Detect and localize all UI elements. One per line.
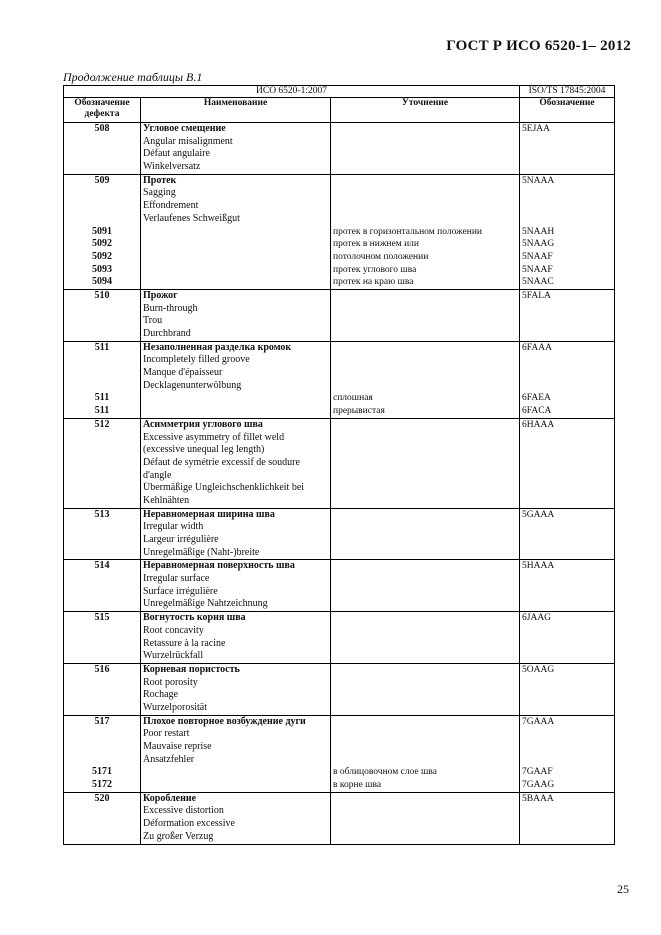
defect-name-line: Rochage	[143, 689, 178, 701]
defect-name-line: Déformation excessive	[143, 818, 235, 830]
designation-code: 6JAAG	[522, 613, 552, 624]
defect-code: 520	[94, 792, 110, 804]
specification-cell	[331, 560, 520, 612]
defect-code: 508	[94, 123, 110, 134]
column-header-designation: Обозначение	[520, 98, 615, 123]
defect-name-line: Retassure à la racine	[143, 637, 226, 649]
specification-line	[333, 367, 517, 380]
designation-code: 5NAAC	[522, 277, 554, 288]
defect-row	[64, 792, 615, 844]
designation-cell	[520, 174, 615, 289]
defect-name-line: Excessive asymmetry of fillet weld	[143, 431, 285, 443]
specification-line	[333, 716, 517, 729]
defect-name-line: Burn-through	[143, 302, 198, 314]
defect-name-line: Excessive distortion	[143, 805, 224, 817]
defect-code-cell	[64, 341, 141, 418]
defect-code-cell	[64, 663, 141, 715]
designation-cell	[520, 341, 615, 418]
defect-code: 512	[94, 418, 110, 430]
defect-name-line: Poor restart	[143, 728, 190, 740]
defect-name-line: Sagging	[143, 187, 176, 199]
defect-name-ru: Прожог	[143, 289, 178, 301]
standard-row	[64, 86, 615, 98]
defect-name-ru: Асимметрия углового шва	[143, 418, 263, 430]
defect-code: 515	[94, 612, 110, 624]
document-header: ГОСТ Р ИСО 6520-1– 2012	[446, 38, 631, 54]
designation-code: 6HAAA	[522, 419, 555, 430]
designation-code: 7GAAF	[522, 767, 553, 778]
designation-code	[522, 354, 612, 367]
defect-row	[64, 418, 615, 508]
designation-code: 5GAAA	[522, 509, 555, 520]
defect-name-ru: Вогнутость корня шва	[143, 612, 246, 624]
designation-cell	[520, 560, 615, 612]
standard-iso-6520: ИСО 6520-1:2007	[64, 86, 520, 98]
specification-cell	[331, 508, 520, 560]
defect-row	[64, 341, 615, 418]
defect-name-line: Kehlnähten	[143, 494, 190, 506]
defect-name-line: Verlaufenes Schweißgut	[143, 212, 240, 224]
defect-name-cell	[141, 174, 331, 289]
specification-line: протек в нижнем или	[333, 239, 420, 250]
designation-code	[522, 213, 612, 226]
defect-row	[64, 123, 615, 175]
defect-name-ru: Неравномерная поверхность шва	[143, 560, 295, 572]
defect-name-ru: Угловое смещение	[143, 123, 226, 134]
designation-code: 5NAAF	[522, 264, 553, 275]
designation-code: 5EJAA	[522, 124, 550, 134]
specification-line: в корне шва	[333, 780, 382, 791]
defect-name-cell	[141, 341, 331, 418]
specification-line: прерывистая	[333, 406, 385, 417]
defect-code: 5171	[92, 766, 112, 778]
specification-cell	[331, 612, 520, 664]
defect-name-line: Decklagenunterwölbung	[143, 379, 242, 391]
designation-cell	[520, 508, 615, 560]
defect-code: 5092	[92, 250, 112, 262]
defect-code: 5094	[92, 276, 112, 288]
specification-cell	[331, 289, 520, 341]
defect-name-line: Manque d'épaisseur	[143, 367, 223, 379]
defect-name-line: Mauvaise reprise	[143, 741, 212, 752]
designation-code: 5BAAA	[522, 793, 554, 804]
defect-name-cell	[141, 123, 331, 175]
defect-code: 514	[94, 560, 110, 572]
specification-cell	[331, 341, 520, 418]
specification-cell	[331, 792, 520, 844]
defect-code-cell	[64, 174, 141, 289]
designation-code	[522, 728, 612, 741]
designation-cell	[520, 792, 615, 844]
designation-code	[522, 367, 612, 380]
defect-code-cell	[64, 508, 141, 560]
designation-cell	[520, 612, 615, 664]
specification-line	[333, 213, 517, 226]
column-header-name: Наименование	[141, 98, 331, 123]
designation-cell	[520, 715, 615, 792]
specification-cell	[331, 123, 520, 175]
defect-code-cell	[64, 289, 141, 341]
designation-code: 5OAAG	[522, 664, 555, 675]
defect-code: 5093	[92, 263, 112, 275]
designation-code	[522, 187, 612, 200]
defect-name-ru: Незаполненная разделка кромок	[143, 341, 292, 353]
specification-line	[333, 342, 517, 355]
defect-code-cell	[64, 418, 141, 508]
designation-code	[522, 754, 612, 767]
defect-row	[64, 715, 615, 792]
defect-name-line: Angular misalignment	[143, 135, 233, 147]
specification-line: протек углового шва	[333, 264, 417, 275]
header-row	[64, 98, 615, 123]
defect-code: 5092	[92, 238, 112, 250]
defect-name-line: Défaut de symétrie excessif de soudure	[143, 456, 300, 468]
defect-name-ru: Коробление	[143, 792, 197, 804]
specification-line: протек на краю шва	[333, 277, 414, 288]
designation-code: 5NAAA	[522, 175, 555, 186]
defect-name-ru: Неравномерная ширина шва	[143, 508, 275, 520]
defect-row	[64, 663, 615, 715]
designation-code	[522, 380, 612, 393]
designation-cell	[520, 418, 615, 508]
specification-cell	[331, 174, 520, 289]
defect-code: 517	[94, 715, 110, 727]
defect-name-cell	[141, 612, 331, 664]
defect-code	[66, 380, 138, 393]
defect-code: 511	[94, 405, 110, 417]
defect-name-ru: Протек	[143, 174, 177, 186]
designation-code: 6FACA	[522, 406, 552, 417]
defect-name-line: Irregular width	[143, 521, 204, 533]
defect-name-line: Root porosity	[143, 676, 198, 688]
defect-code-cell	[64, 715, 141, 792]
defect-name-line: Surface irrégulière	[143, 585, 218, 597]
specification-cell	[331, 663, 520, 715]
defect-code: 516	[94, 663, 110, 675]
designation-code	[522, 741, 612, 754]
defect-code	[66, 741, 138, 754]
specification-line	[333, 741, 517, 754]
specification-line	[333, 754, 517, 767]
defect-code	[66, 354, 138, 367]
column-header-specification: Уточнение	[331, 98, 520, 123]
designation-code: 5NAAF	[522, 251, 553, 262]
specification-line	[333, 380, 517, 393]
defect-name-line: Wurzelporosität	[143, 701, 208, 713]
defect-code: 511	[94, 392, 110, 404]
defect-name-line: Trou	[143, 315, 163, 327]
defect-name-line: (excessive unequal leg length)	[143, 444, 265, 456]
defect-name-line: Wurzelrückfall	[143, 650, 204, 662]
defect-row	[64, 612, 615, 664]
defect-name-ru: Корневая пористость	[143, 663, 240, 675]
specification-line: сплошная	[333, 393, 373, 404]
defect-code	[66, 187, 138, 200]
defect-name-line: Ansatzfehler	[143, 753, 195, 765]
specification-line	[333, 728, 517, 741]
defect-code	[66, 728, 138, 741]
defect-name-cell	[141, 663, 331, 715]
defect-name-line: Durchbrand	[143, 328, 191, 339]
defect-code: 510	[94, 289, 110, 301]
defect-row	[64, 289, 615, 341]
column-header-code: Обозначение дефекта	[64, 98, 141, 123]
defect-name-cell	[141, 792, 331, 844]
defect-name-cell	[141, 289, 331, 341]
defect-name-line: Root concavity	[143, 624, 204, 636]
specification-line	[333, 354, 517, 367]
defects-table	[63, 85, 615, 845]
designation-cell	[520, 289, 615, 341]
designation-code: 5FALA	[522, 290, 551, 301]
defect-name-cell	[141, 560, 331, 612]
defect-name-ru: Плохое повторное возбуждение дуги	[143, 715, 306, 727]
table-caption: Продолжение таблицы В.1	[63, 70, 203, 84]
defect-code	[66, 367, 138, 380]
defect-name-line: Unregelmäßige Nahtzeichnung	[143, 598, 268, 610]
defect-code: 509	[94, 174, 110, 186]
designation-code: 6FAEA	[522, 393, 551, 404]
defect-code-cell	[64, 792, 141, 844]
designation-code: 7GAAA	[522, 716, 555, 727]
defect-name-cell	[141, 418, 331, 508]
designation-code: 5NAAH	[522, 226, 555, 237]
defect-code: 5091	[92, 225, 112, 237]
specification-line: протек в горизонтальном положении	[333, 226, 483, 237]
specification-line	[333, 187, 517, 200]
defect-code-cell	[64, 612, 141, 664]
table-body	[64, 123, 615, 845]
designation-code	[522, 200, 612, 213]
defect-code	[66, 754, 138, 767]
defect-row	[64, 508, 615, 560]
page-number: 25	[617, 882, 629, 896]
defect-name-line: Incompletely filled groove	[143, 354, 250, 366]
specification-line: в облицовочном слое шва	[333, 767, 437, 778]
defect-name-cell	[141, 715, 331, 792]
defect-code	[66, 213, 138, 226]
defect-code	[66, 200, 138, 213]
specification-line: потолочном положении	[333, 251, 429, 262]
designation-code: 5HAAA	[522, 561, 555, 572]
designation-code: 7GAAG	[522, 780, 555, 791]
specification-cell	[331, 715, 520, 792]
standard-iso-ts-17845: ISO/TS 17845:2004	[520, 86, 615, 98]
defect-code-cell	[64, 560, 141, 612]
defect-name-line: Winkelversatz	[143, 161, 201, 173]
defect-name-line: Effondrement	[143, 200, 199, 212]
designation-code: 6FAAA	[522, 342, 552, 353]
defect-name-cell	[141, 508, 331, 560]
defect-row	[64, 174, 615, 289]
defect-code: 511	[94, 341, 110, 353]
defect-name-line: Irregular surface	[143, 573, 210, 585]
defect-name-line: Défaut angulaire	[143, 148, 210, 160]
specification-line	[333, 175, 517, 188]
designation-cell	[520, 123, 615, 175]
specification-cell	[331, 418, 520, 508]
defect-name-line: Largeur irrégulière	[143, 534, 219, 545]
specification-line	[333, 200, 517, 213]
defect-name-line: Zu großer Verzug	[143, 830, 214, 842]
designation-cell	[520, 663, 615, 715]
designation-code: 5NAAG	[522, 239, 555, 250]
defect-code: 5172	[92, 779, 112, 791]
defect-name-line: Übermäßige Ungleichschenklichkeit bei	[143, 482, 305, 494]
defect-code: 513	[94, 508, 110, 520]
defect-name-line: Unregelmäßige (Naht-)breite	[143, 546, 260, 558]
defect-code-cell	[64, 123, 141, 175]
defect-row	[64, 560, 615, 612]
defect-name-line: d'angle	[143, 469, 172, 481]
